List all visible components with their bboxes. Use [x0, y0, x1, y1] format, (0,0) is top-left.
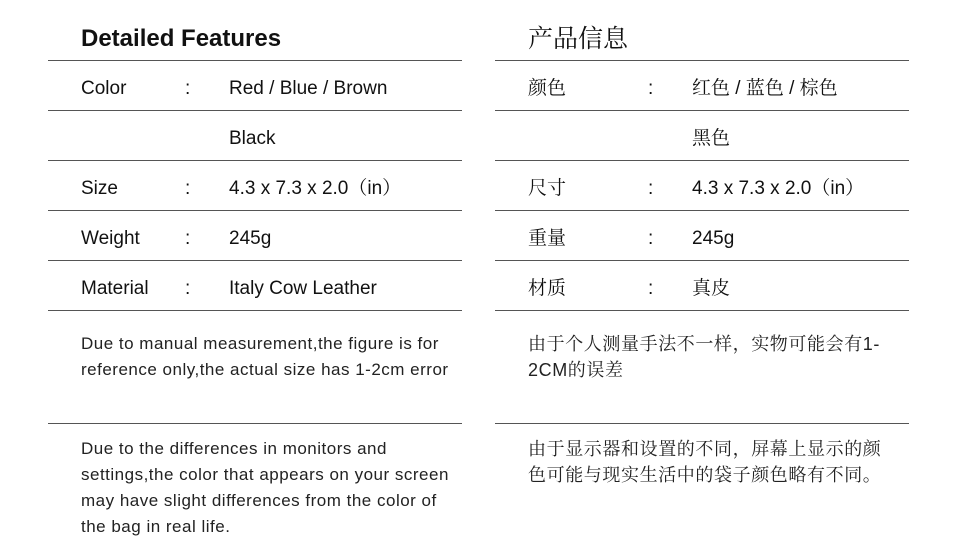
- spec-value: 245g: [692, 228, 735, 249]
- spec-row-size: [495, 161, 909, 211]
- spec-value: 4.3 x 7.3 x 2.0（in）: [692, 178, 865, 199]
- spec-value: 黑色: [692, 128, 731, 149]
- spec-row-size: [48, 161, 462, 211]
- measurement-note: 由于个人测量手法不一样，实物可能会有1-2CM的误差: [495, 311, 909, 424]
- spec-row-weight: [495, 211, 909, 261]
- spec-row-material: [48, 261, 462, 311]
- spec-row-weight: [48, 211, 462, 261]
- chinese-spec-panel: [495, 0, 909, 549]
- spec-colon: :: [185, 278, 191, 299]
- spec-label: Size: [81, 178, 118, 199]
- spec-value: Red / Blue / Brown: [229, 78, 388, 99]
- spec-value: Italy Cow Leather: [229, 278, 377, 299]
- spec-colon: :: [648, 228, 654, 249]
- spec-colon: :: [185, 78, 191, 99]
- spec-label: 材质: [528, 278, 567, 299]
- spec-colon: :: [185, 178, 191, 199]
- spec-label: 重量: [528, 228, 567, 249]
- spec-colon: :: [648, 178, 654, 199]
- color-difference-note: Due to the differences in monitors and settings,the color that appears on your screen may have slight differences from the color of the bag in real life.: [81, 439, 449, 536]
- spec-value: 245g: [229, 228, 272, 249]
- spec-row-color: [495, 61, 909, 111]
- spec-label: Color: [81, 78, 127, 99]
- spec-colon: :: [648, 78, 654, 99]
- spec-label: Material: [81, 278, 149, 299]
- spec-colon: :: [185, 228, 191, 249]
- chinese-title: 产品信息: [495, 0, 909, 61]
- spec-label: 尺寸: [528, 178, 567, 199]
- measurement-note: Due to manual measurement,the figure is for reference only,the actual size has 1-2cm error: [48, 311, 462, 424]
- spec-value: 4.3 x 7.3 x 2.0（in）: [229, 178, 402, 199]
- spec-label: Weight: [81, 228, 140, 249]
- spec-row-color: [48, 61, 462, 111]
- spec-value: 真皮: [692, 278, 731, 299]
- english-title: Detailed Features: [48, 0, 462, 61]
- spec-row-color-extra: [495, 111, 909, 161]
- spec-value: Black: [229, 128, 276, 149]
- english-spec-panel: [48, 0, 462, 549]
- spec-label: 颜色: [528, 78, 567, 99]
- spec-colon: :: [648, 278, 654, 299]
- spec-row-material: [495, 261, 909, 311]
- color-difference-note: 由于显示器和设置的不同，屏幕上显示的颜色可能与现实生活中的袋子颜色略有不同。: [528, 439, 882, 485]
- spec-value: 红色 / 蓝色 / 棕色: [692, 78, 838, 99]
- spec-row-color-extra: [48, 111, 462, 161]
